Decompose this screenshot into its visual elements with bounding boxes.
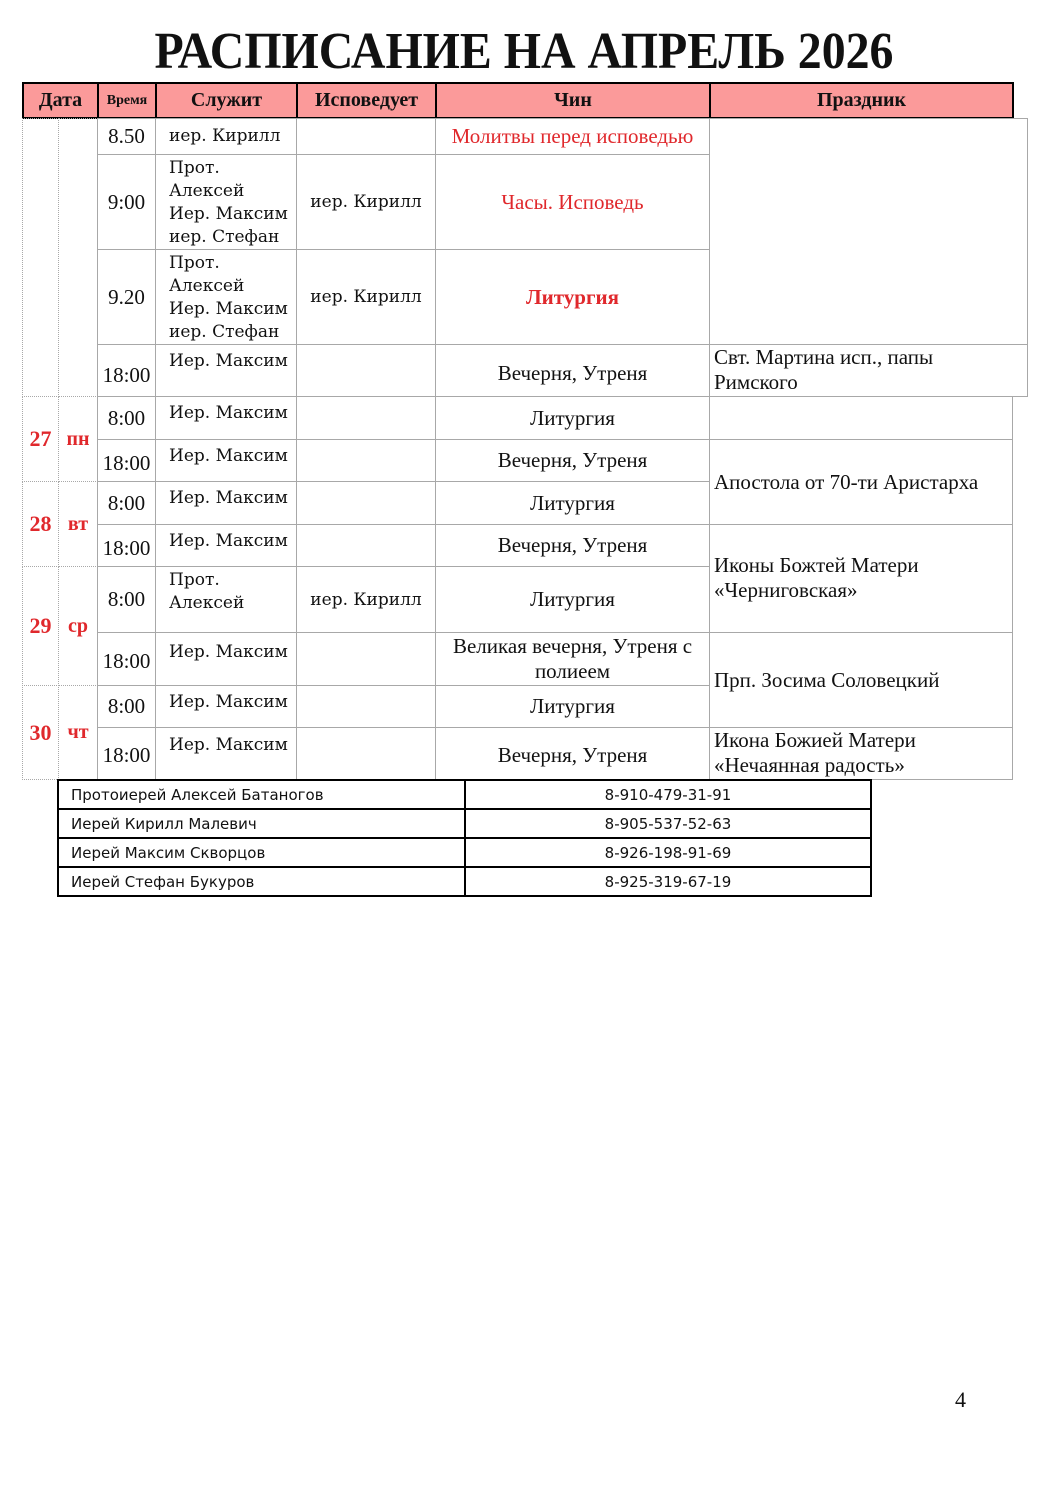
serves-cell: Иер. Максим (155, 524, 297, 567)
confesses-cell: иер. Кирилл (296, 154, 436, 250)
weekday-cell-empty (58, 118, 98, 397)
date-number: 28 (22, 481, 59, 567)
rite-cell: Вечерня, Утреня (435, 727, 710, 780)
time-cell: 18:00 (97, 439, 156, 482)
rite-cell: Литургия (435, 685, 710, 728)
serves-cell: Иер. Максим (155, 632, 297, 686)
date-cell-empty (22, 118, 59, 397)
feast-cell: Прп. Зосима Соловецкий (709, 632, 1013, 728)
serves-line: Алексей (169, 181, 245, 201)
feast-line: «Нечаянная радость» (714, 753, 905, 777)
serves-line: Иер. Максим (169, 299, 288, 319)
rite-cell: Литургия (435, 566, 710, 633)
header-rite: Чин (435, 82, 711, 119)
header-serves: Служит (155, 82, 298, 119)
weekday: вт (58, 481, 98, 567)
feast-cell-empty (709, 396, 1013, 440)
confesses-cell (296, 396, 436, 440)
confesses-cell: иер. Кирилл (296, 249, 436, 345)
feast-cell-empty (709, 118, 1028, 345)
rite-line: Великая вечерня, Утреня с (452, 634, 693, 658)
weekday: ср (58, 566, 98, 686)
serves-cell: иер. Кирилл (155, 118, 297, 155)
feast-line: Римского (714, 370, 798, 394)
contact-phone: 8-926-198-91-69 (464, 837, 872, 868)
serves-line: Прот. (169, 570, 220, 590)
confesses-cell (296, 727, 436, 780)
time-cell: 8:00 (97, 566, 156, 633)
page-number: 4 (955, 1387, 966, 1412)
rite-cell: Молитвы перед исповедью (435, 118, 710, 155)
rite-cell: Вечерня, Утреня (435, 524, 710, 567)
serves-line: иер. Стефан (169, 227, 280, 247)
confesses-cell: иер. Кирилл (296, 566, 436, 633)
rite-cell: Литургия (435, 396, 710, 440)
contact-name: Иерей Максим Скворцов (57, 837, 466, 868)
rite-cell (435, 632, 710, 686)
time-cell: 9.20 (97, 249, 156, 345)
rite-line: полиеем (534, 659, 611, 683)
serves-cell: Иер. Максим (155, 344, 297, 397)
serves-line: Прот. (169, 158, 220, 178)
feast-cell: Апостола от 70-ти Аристарха (709, 439, 1013, 525)
serves-line: Алексей (169, 593, 245, 613)
time-cell: 18:00 (97, 632, 156, 686)
header-confesses: Исповедует (296, 82, 437, 119)
rite-cell: Вечерня, Утреня (435, 439, 710, 482)
confesses-cell (296, 439, 436, 482)
time-cell: 18:00 (97, 344, 156, 397)
feast-line: Икона Божией Матери (714, 728, 916, 752)
date-number: 29 (22, 566, 59, 686)
time-cell: 18:00 (97, 727, 156, 780)
confesses-cell (296, 524, 436, 567)
serves-cell: Иер. Максим (155, 481, 297, 525)
contact-phone: 8-910-479-31-91 (464, 779, 872, 810)
serves-cell: Иер. Максим (155, 727, 297, 780)
page-title: РАСПИСАНИЕ НА АПРЕЛЬ 2026 (154, 23, 894, 80)
weekday: пн (58, 396, 98, 482)
rite-cell: Литургия (435, 249, 710, 345)
date-number: 30 (22, 685, 59, 780)
rite-cell: Литургия (435, 481, 710, 525)
confesses-cell (296, 481, 436, 525)
rite-cell: Часы. Исповедь (435, 154, 710, 250)
header-date: Дата (22, 82, 99, 119)
time-cell: 8.50 (97, 118, 156, 155)
time-cell: 8:00 (97, 481, 156, 525)
date-number: 27 (22, 396, 59, 482)
feast-line: Иконы Божтей Матери (714, 552, 919, 577)
confesses-cell (296, 685, 436, 728)
serves-line: иер. Стефан (169, 322, 280, 342)
confesses-cell (296, 632, 436, 686)
serves-cell (155, 566, 297, 633)
feast-cell (709, 344, 1028, 397)
contact-name: Иерей Стефан Букуров (57, 866, 466, 897)
serves-line: Иер. Максим (169, 204, 288, 224)
time-cell: 8:00 (97, 685, 156, 728)
contact-name: Протоиерей Алексей Батаногов (57, 779, 466, 810)
feast-cell (709, 727, 1013, 780)
header-time: Время (97, 82, 157, 119)
serves-line: Алексей (169, 276, 245, 296)
confesses-cell (296, 118, 436, 155)
time-cell: 8:00 (97, 396, 156, 440)
time-cell: 9:00 (97, 154, 156, 250)
contact-phone: 8-925-319-67-19 (464, 866, 872, 897)
time-cell: 18:00 (97, 524, 156, 567)
serves-cell: Иер. Максим (155, 396, 297, 440)
serves-line: Прот. (169, 253, 220, 273)
contact-phone: 8-905-537-52-63 (464, 808, 872, 839)
rite-cell: Вечерня, Утреня (435, 344, 710, 397)
feast-line: Свт. Мартина исп., папы (714, 345, 934, 369)
header-feast: Праздник (709, 82, 1014, 119)
serves-cell (155, 154, 297, 250)
confesses-cell (296, 344, 436, 397)
feast-cell (709, 524, 1013, 633)
contact-name: Иерей Кирилл Малевич (57, 808, 466, 839)
weekday: чт (58, 685, 98, 780)
serves-cell: Иер. Максим (155, 685, 297, 728)
serves-cell: Иер. Максим (155, 439, 297, 482)
serves-cell (155, 249, 297, 345)
feast-line: «Черниговская» (714, 577, 858, 602)
